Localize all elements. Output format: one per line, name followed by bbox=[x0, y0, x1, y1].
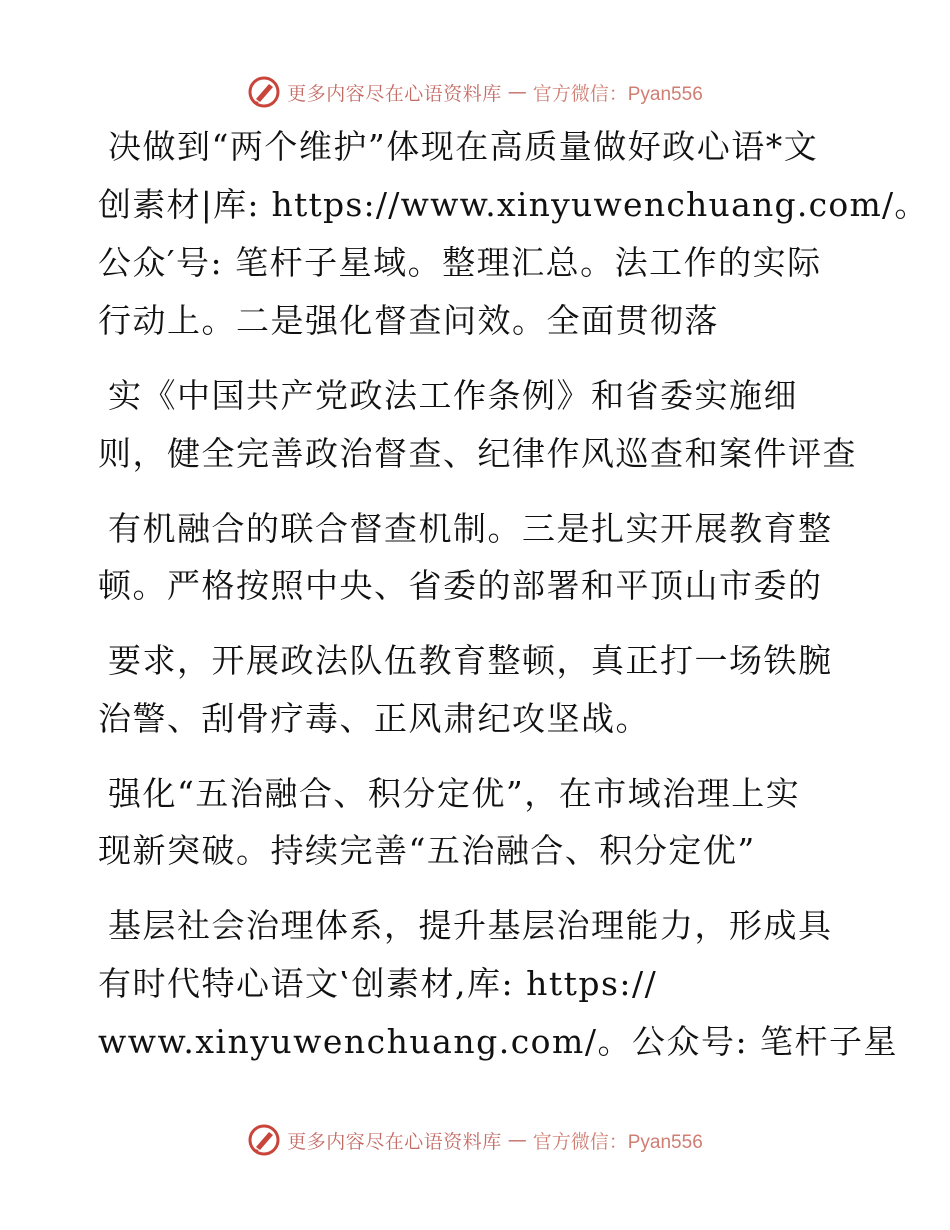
body-line: 实《中国共产党政法工作条例》和省委实施细 bbox=[108, 376, 798, 415]
body-line: 强化“五治融合、积分定优”，在市域治理上实 bbox=[108, 774, 801, 813]
body-line: 基层社会治理体系，提升基层治理能力，形成具 bbox=[108, 906, 833, 945]
body-line: 要求，开展政法队伍教育整顿，真正打一场铁腕 bbox=[108, 641, 833, 680]
body-line: www.xinyuwenchuang.com/。公众号: 笔杆子星 bbox=[98, 1022, 899, 1061]
banner-title: 更多内容尽在心语资料库 bbox=[287, 82, 502, 105]
body-line: 创素材|库: https://www.xinyuwenchuang.com/。 bbox=[98, 185, 929, 224]
banner-separator: — bbox=[507, 81, 527, 103]
banner-contact: 官方微信：Pyan556 bbox=[532, 1131, 703, 1153]
body-line: 有时代特心语文‛创素材,库: https:// bbox=[98, 964, 658, 1003]
body-line: 则，健全完善政治督查、纪律作风巡查和案件评查 bbox=[98, 434, 857, 473]
banner-title: 更多内容尽在心语资料库 bbox=[287, 1130, 502, 1153]
body-line: 治警、刮骨疗毒、正风肃纪攻坚战。 bbox=[98, 699, 650, 738]
banner-separator: — bbox=[507, 1129, 527, 1151]
body-line: 决做到“两个维护”体现在高质量做好政心语*文 bbox=[108, 127, 819, 166]
body-line: 现新突破。持续完善“五治融合、积分定优” bbox=[98, 831, 756, 870]
body-line: 行动上。二是强化督查问效。全面贯彻落 bbox=[98, 301, 719, 340]
body-line: 顿。严格按照中央、省委的部署和平顶山市委的 bbox=[98, 566, 823, 605]
footer-watermark-banner bbox=[0, 1120, 950, 1160]
banner-contact: 官方微信：Pyan556 bbox=[532, 83, 703, 105]
body-line: 有机融合的联合督查机制。三是扎实开展教育整 bbox=[108, 509, 833, 548]
brand-logo-icon bbox=[247, 1123, 281, 1157]
body-line: 公众′号: 笔杆子星域。整理汇总。法工作的实际 bbox=[98, 243, 822, 282]
